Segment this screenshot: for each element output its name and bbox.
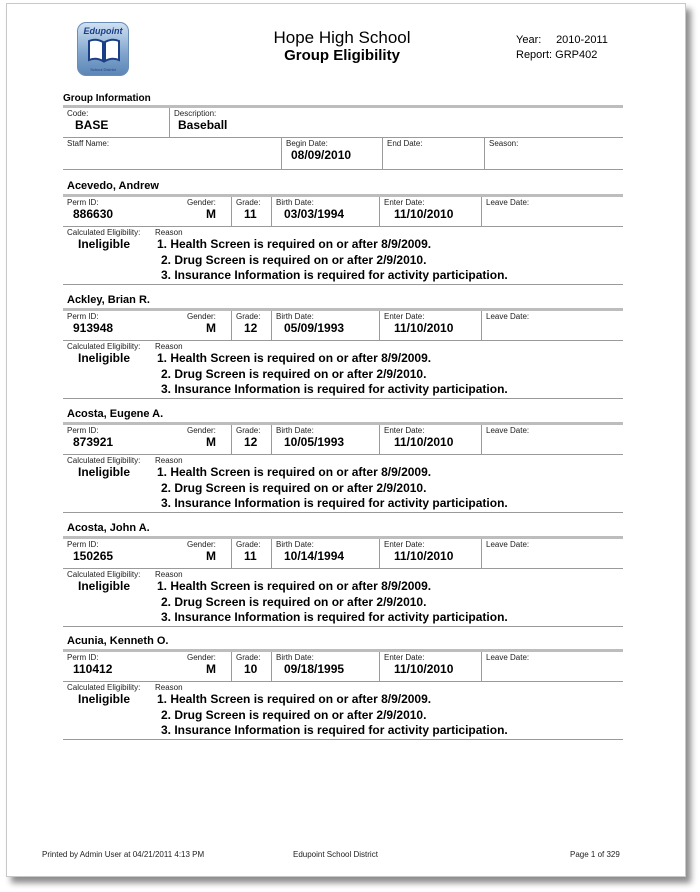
leave-date-label: Leave Date: (486, 198, 530, 207)
enter-date-label: Enter Date: (384, 312, 425, 321)
grade-label: Grade: (236, 540, 261, 549)
perm-id-value: 886630 (73, 207, 114, 221)
grade-value: 12 (244, 435, 258, 449)
eligibility-cell (63, 569, 151, 626)
student-info-row (63, 539, 623, 569)
birth-date-label: Birth Date: (276, 312, 314, 321)
leave-date-cell (481, 539, 623, 568)
leave-date-cell (481, 311, 623, 340)
perm-id-label: Perm ID: (67, 312, 99, 321)
reason-line: 3. Insurance Information is required for activity participation. (161, 723, 508, 737)
gender-label: Gender: (187, 426, 216, 435)
reason-line: 3. Insurance Information is required for activity participation. (161, 610, 508, 624)
birth-date-value: 10/14/1994 (284, 549, 345, 563)
reason-cell (151, 569, 623, 626)
begin-date-cell (281, 138, 382, 169)
reason-line: 2. Drug Screen is required on or after 2/9/2010. (161, 708, 427, 722)
grade-cell (231, 197, 271, 226)
enter-date-value: 11/10/2010 (394, 435, 454, 449)
eligibility-row (63, 569, 623, 626)
gender-label: Gender: (187, 540, 216, 549)
eligibility-row (63, 341, 623, 398)
reason-cell (151, 341, 623, 398)
student-info-row (63, 425, 623, 455)
begin-date-label: Begin Date: (286, 139, 328, 148)
eligibility-cell (63, 227, 151, 284)
grade-value: 11 (244, 549, 257, 563)
eligibility-value: Ineligible (78, 465, 131, 479)
gender-cell (183, 197, 231, 226)
student-grid (63, 536, 623, 627)
report-label: Report: (516, 49, 553, 61)
reason-label: Reason (155, 456, 183, 465)
edupoint-logo (77, 22, 129, 76)
grade-label: Grade: (236, 426, 261, 435)
enter-date-value: 11/10/2010 (394, 549, 454, 563)
leave-date-cell (481, 197, 623, 226)
group-info-title: Group Information (63, 93, 151, 104)
eligibility-cell (63, 682, 151, 739)
eligibility-cell (63, 455, 151, 512)
enter-date-label: Enter Date: (384, 653, 425, 662)
report-page (6, 3, 686, 877)
perm-id-value: 110412 (73, 662, 113, 676)
birth-date-label: Birth Date: (276, 653, 314, 662)
birth-date-cell (271, 311, 379, 340)
student-name: Ackley, Brian R. (67, 294, 150, 306)
group-row-dates (63, 138, 623, 169)
birth-date-label: Birth Date: (276, 540, 314, 549)
logo-text: Edupoint (83, 26, 123, 36)
reason-line: 3. Insurance Information is required for activity participation. (161, 382, 508, 396)
reason-line: 1. Health Screen is required on or after 8/9/2009. (157, 351, 432, 365)
group-row-code (63, 108, 623, 138)
enter-date-cell (379, 539, 481, 568)
staff-label: Staff Name: (67, 139, 110, 148)
code-cell (63, 108, 169, 137)
grade-label: Grade: (236, 312, 261, 321)
reason-cell (151, 682, 623, 739)
reason-line: 2. Drug Screen is required on or after 2/9/2010. (161, 367, 427, 381)
grade-cell (231, 311, 271, 340)
reason-line: 3. Insurance Information is required for activity participation. (161, 268, 508, 282)
reason-label: Reason (155, 570, 183, 579)
gender-value: M (206, 549, 216, 563)
perm-id-cell (63, 311, 183, 340)
student-grid (63, 422, 623, 513)
calc-eligibility-label: Calculated Eligibility: (67, 570, 141, 579)
code-label: Code: (67, 109, 89, 118)
leave-date-cell (481, 652, 623, 681)
begin-date-value: 08/09/2010 (291, 148, 352, 162)
student-grid (63, 194, 623, 285)
birth-date-cell (271, 197, 379, 226)
perm-id-label: Perm ID: (67, 653, 99, 662)
calc-eligibility-label: Calculated Eligibility: (67, 456, 141, 465)
enter-date-cell (379, 425, 481, 454)
grade-value: 12 (244, 321, 258, 335)
enter-date-cell (379, 652, 481, 681)
gender-value: M (206, 662, 216, 676)
grade-cell (231, 539, 271, 568)
calc-eligibility-label: Calculated Eligibility: (67, 228, 141, 237)
leave-date-label: Leave Date: (486, 540, 530, 549)
perm-id-cell (63, 652, 183, 681)
reason-label: Reason (155, 342, 183, 351)
eligibility-value: Ineligible (78, 579, 131, 593)
gender-value: M (206, 321, 216, 335)
student-name: Acunia, Kenneth O. (67, 635, 169, 647)
page-number: Page 1 of 329 (570, 850, 620, 859)
eligibility-row (63, 682, 623, 739)
enter-date-cell (379, 311, 481, 340)
eligibility-value: Ineligible (78, 692, 131, 706)
perm-id-value: 913948 (73, 321, 114, 335)
reason-label: Reason (155, 683, 183, 692)
year-label: Year: (516, 34, 542, 46)
perm-id-cell (63, 539, 183, 568)
birth-date-value: 05/09/1993 (284, 321, 345, 335)
birth-date-label: Birth Date: (276, 426, 314, 435)
enter-date-value: 11/10/2010 (394, 207, 454, 221)
description-value: Baseball (178, 118, 228, 132)
season-label: Season: (489, 139, 519, 148)
perm-id-cell (63, 425, 183, 454)
leave-date-label: Leave Date: (486, 653, 530, 662)
book-icon (87, 37, 121, 63)
logo-subtext: School District (90, 67, 116, 72)
reason-line: 2. Drug Screen is required on or after 2/9/2010. (161, 253, 427, 267)
report-line (516, 49, 597, 61)
grade-value: 10 (244, 662, 258, 676)
birth-date-value: 03/03/1994 (284, 207, 345, 221)
perm-id-label: Perm ID: (67, 426, 99, 435)
reason-line: 2. Drug Screen is required on or after 2/9/2010. (161, 595, 427, 609)
calc-eligibility-label: Calculated Eligibility: (67, 683, 141, 692)
student-name: Acevedo, Andrew (67, 180, 159, 192)
birth-date-value: 10/05/1993 (284, 435, 345, 449)
staff-cell (63, 138, 281, 169)
eligibility-row (63, 455, 623, 512)
reason-cell (151, 455, 623, 512)
student-info-row (63, 652, 623, 682)
calc-eligibility-label: Calculated Eligibility: (67, 342, 141, 351)
end-date-label: End Date: (387, 139, 423, 148)
reason-line: 1. Health Screen is required on or after 8/9/2009. (157, 579, 432, 593)
leave-date-label: Leave Date: (486, 426, 530, 435)
leave-date-label: Leave Date: (486, 312, 530, 321)
code-value: BASE (75, 118, 109, 132)
birth-date-cell (271, 539, 379, 568)
report-value: GRP402 (555, 49, 598, 61)
perm-id-value: 150265 (73, 549, 114, 563)
student-info-row (63, 197, 623, 227)
eligibility-row (63, 227, 623, 284)
reason-line: 3. Insurance Information is required for activity participation. (161, 496, 508, 510)
year-value: 2010-2011 (556, 34, 608, 46)
perm-id-value: 873921 (73, 435, 114, 449)
birth-date-label: Birth Date: (276, 198, 314, 207)
enter-date-label: Enter Date: (384, 198, 425, 207)
gender-label: Gender: (187, 653, 216, 662)
gender-cell (183, 425, 231, 454)
end-date-cell (382, 138, 484, 169)
enter-date-cell (379, 197, 481, 226)
student-grid (63, 308, 623, 399)
printed-by: Printed by Admin User at 04/21/2011 4:13 PM (42, 850, 205, 859)
birth-date-cell (271, 425, 379, 454)
description-label: Description: (174, 109, 217, 118)
gender-cell (183, 539, 231, 568)
leave-date-cell (481, 425, 623, 454)
perm-id-label: Perm ID: (67, 540, 99, 549)
eligibility-value: Ineligible (78, 237, 131, 251)
student-name: Acosta, Eugene A. (67, 408, 164, 420)
perm-id-cell (63, 197, 183, 226)
student-info-row (63, 311, 623, 341)
district-name: Edupoint School District (293, 850, 378, 859)
reason-line: 1. Health Screen is required on or after 8/9/2009. (157, 237, 432, 251)
grade-label: Grade: (236, 198, 261, 207)
description-cell (169, 108, 623, 137)
grade-label: Grade: (236, 653, 261, 662)
gender-value: M (206, 207, 216, 221)
grade-value: 11 (244, 207, 257, 221)
season-cell (484, 138, 623, 169)
year-line (516, 34, 608, 46)
perm-id-label: Perm ID: (67, 198, 99, 207)
gender-cell (183, 311, 231, 340)
gender-cell (183, 652, 231, 681)
enter-date-value: 11/10/2010 (394, 321, 454, 335)
reason-line: 1. Health Screen is required on or after 8/9/2009. (157, 692, 432, 706)
birth-date-value: 09/18/1995 (284, 662, 345, 676)
gender-value: M (206, 435, 216, 449)
report-title: Group Eligibility (284, 47, 400, 64)
school-name: Hope High School (273, 28, 411, 47)
reason-cell (151, 227, 623, 284)
enter-date-label: Enter Date: (384, 540, 425, 549)
reason-line: 2. Drug Screen is required on or after 2/9/2010. (161, 481, 427, 495)
reason-label: Reason (155, 228, 183, 237)
gender-label: Gender: (187, 198, 216, 207)
grade-cell (231, 425, 271, 454)
enter-date-label: Enter Date: (384, 426, 425, 435)
enter-date-value: 11/10/2010 (394, 662, 454, 676)
eligibility-value: Ineligible (78, 351, 131, 365)
student-name: Acosta, John A. (67, 522, 150, 534)
eligibility-cell (63, 341, 151, 398)
student-grid (63, 649, 623, 740)
grade-cell (231, 652, 271, 681)
birth-date-cell (271, 652, 379, 681)
reason-line: 1. Health Screen is required on or after 8/9/2009. (157, 465, 432, 479)
group-info-grid (63, 105, 623, 170)
gender-label: Gender: (187, 312, 216, 321)
